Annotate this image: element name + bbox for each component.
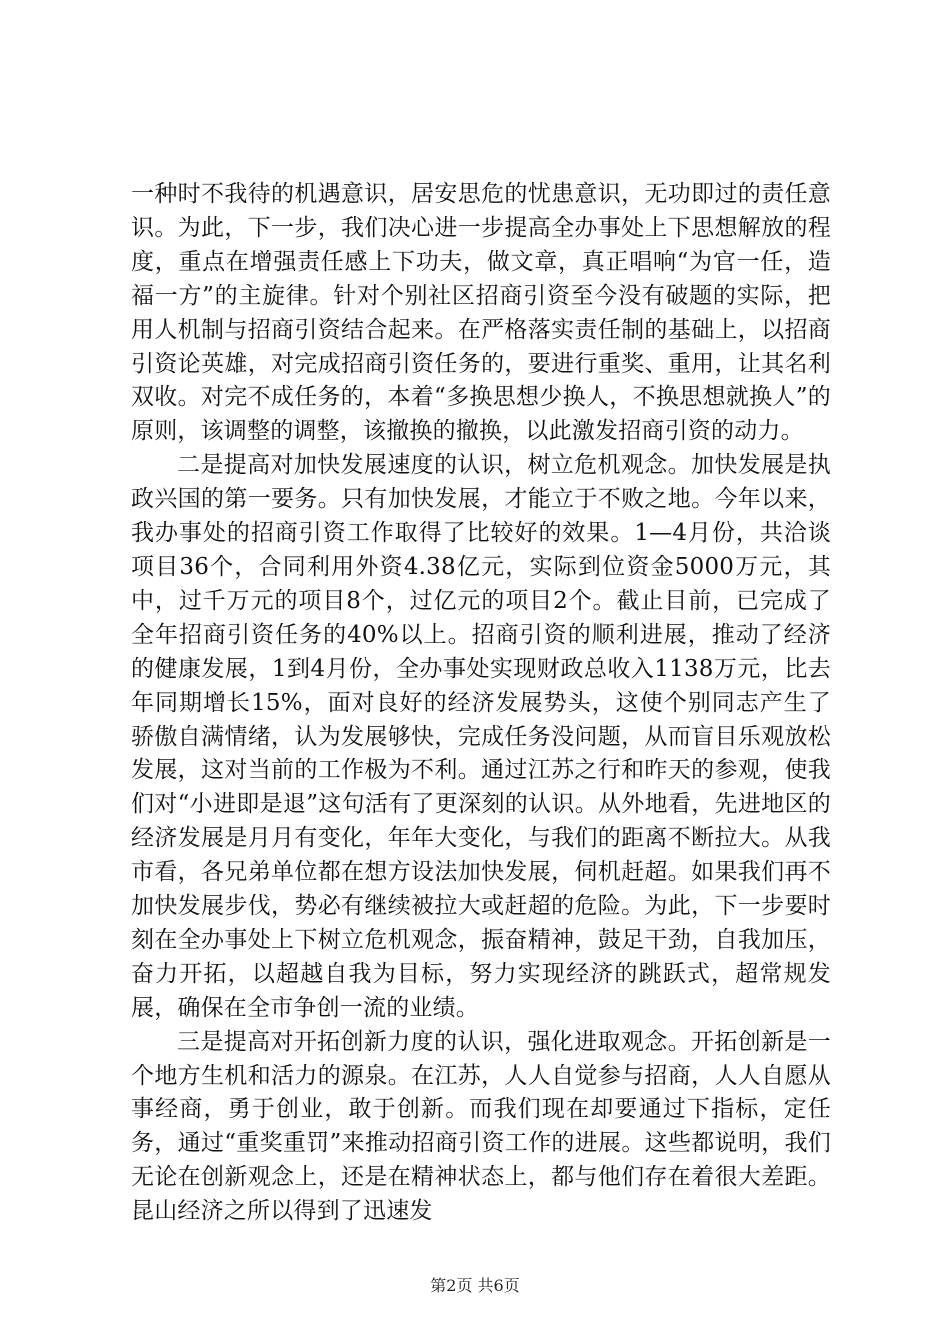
paragraph-continuation: 一种时不我待的机遇意识，居安思危的忧患意识，无功即过的责任意识。为此，下一步，我们决心进一步提高全办事处上下思想解放的程度，重点在增强责任感上下功夫，做文章，真正唱响“为官一任，造福一方”的主旋律。针对个别社区招商引资至今没有破题的实际，把用人机制与招商引资结合起来。在严格落实责任制的基础上，以招商引资论英雄，对完成招商引资任务的，要进行重奖、重用，让其名利双收。对完不成任务的，本着“多换思想少换人，不换思想就换人”的原则，该调整的调整，该撤换的撤换，以此激发招商引资的动力。 (131, 181, 831, 445)
page-number-footer: 第2页 共6页 (430, 1276, 520, 1295)
paragraph-third-point: 三是提高对开拓创新力度的认识，强化进取观念。开拓创新是一个地方生机和活力的源泉。在江苏，人人自觉参与招商，人人自愿从事经商，勇于创业，敢于创新。而我们现在却要通过下指标，定任务，通过“重奖重罚”来推动招商引资工作的进展。这些都说明，我们无论在创新观念上，还是在精神状态上，都与他们存在着很大差距。昆山经济之所以得到了迅速发 (131, 1028, 831, 1225)
paragraph-second-point: 二是提高对加快发展速度的认识，树立危机观念。加快发展是执政兴国的第一要务。只有加快发展，才能立于不败之地。今年以来，我办事处的招商引资工作取得了比较好的效果。1—4月份，共洽谈项目36个，合同利用外资4.38亿元，实际到位资金5000万元，其中，过千万元的项目8个，过亿元的项目2个。截止目前，已完成了全年招商引资任务的40%以上。招商引资的顺利进展，推动了经济的健康发展，1到4月份，全办事处实现财政总收入1138万元，比去年同期增长15%，面对良好的经济发展势头，这使个别同志产生了骄傲自满情绪，认为发展够快，完成任务没问题，从而盲目乐观放松发展，这对当前的工作极为不利。通过江苏之行和昨天的参观，使我们对“小进即是退”这句活有了更深刻的认识。从外地看，先进地区的经济发展是月月有变化，年年大变化，与我们的距离不断拉大。从我市看，各兄弟单位都在想方设法加快发展，伺机赶超。如果我们再不加快发展步伐，势必有继续被拉大或赶超的危险。为此，下一步要时刻在全办事处上下树立危机观念，振奋精神，鼓足干劲，自我加压，奋力开拓，以超越自我为目标，努力实现经济的跳跃式，超常规发展，确保在全市争创一流的业绩。 (131, 452, 831, 1021)
document-body (131, 178, 831, 1229)
